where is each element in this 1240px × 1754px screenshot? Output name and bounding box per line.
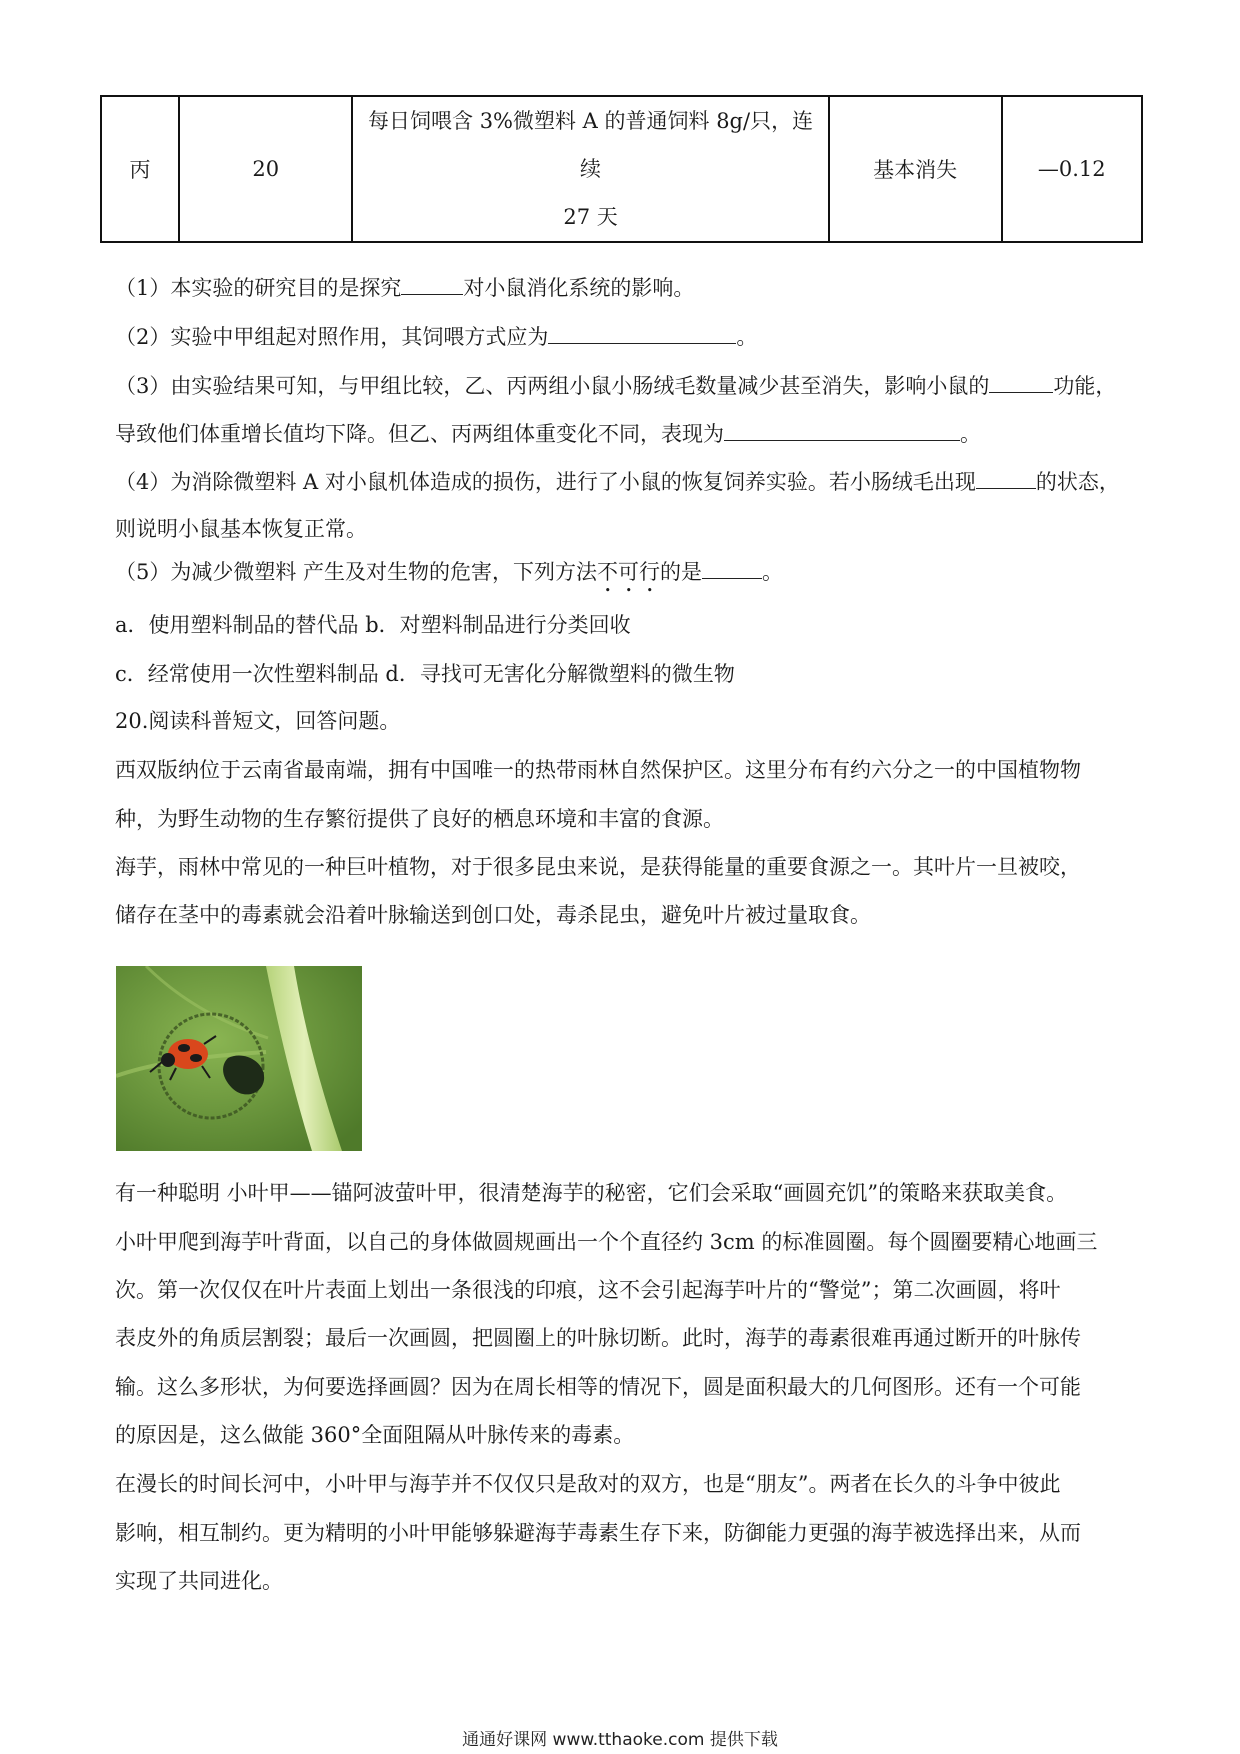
q1-text-end: 对小鼠消化系统的影响。: [463, 276, 695, 300]
villi-cell: 基本消失: [829, 96, 1002, 242]
answer-blank[interactable]: [401, 272, 463, 295]
q1-text: （1）本实验的研究目的是探究: [115, 276, 402, 300]
question-2: [115, 321, 757, 352]
answer-blank[interactable]: [989, 370, 1053, 393]
paragraph-2-line-2: 储存在茎中的毒素就会沿着叶脉输送到创口处，毒杀昆虫，避免叶片被过量取食。: [115, 903, 871, 927]
answer-blank[interactable]: [702, 556, 762, 579]
question-4-line-2: 则说明小鼠基本恢复正常。: [115, 517, 367, 541]
table-row: [101, 96, 1142, 242]
q3-text: （3）由实验结果可知，与甲组比较，乙、丙两组小鼠小肠绒毛数量减少甚至消失，影响小鼠的: [115, 374, 990, 398]
answer-blank[interactable]: [548, 321, 736, 344]
question-4-line-1: [115, 466, 1120, 497]
group-cell: 丙: [101, 96, 179, 242]
q3-text-end: 功能，: [1053, 374, 1117, 398]
answer-blank[interactable]: [724, 418, 960, 441]
paragraph-4-line-3: 实现了共同进化。: [115, 1569, 283, 1593]
paragraph-2-line-1: 海芋，雨林中常见的一种巨叶植物，对于很多昆虫来说，是获得能量的重要食源之一。其叶片一旦被咬，: [115, 855, 1081, 879]
paragraph-1-line-2: 种，为野生动物的生存繁衍提供了良好的栖息环境和丰富的食源。: [115, 807, 724, 831]
q5-emphasis: 不可行: [597, 560, 661, 584]
q3-text-2-end: 。: [960, 422, 981, 446]
weight-change-cell: —0.12: [1002, 96, 1143, 242]
q2-text-end: 。: [736, 325, 758, 349]
question-3-line-1: [115, 370, 1116, 401]
paragraph-4-line-1: 在漫长的时间长河中，小叶甲与海芋并不仅仅只是敌对的双方，也是“朋友”。两者在长久的斗争中彼此: [115, 1472, 1061, 1496]
paragraph-3-line-1: 有一种聪明 小叶甲——锚阿波萤叶甲，很清楚海芋的秘密，它们会采取“画圆充饥”的策略来获取美食。: [115, 1181, 1068, 1205]
beetle-on-leaf-photo: [116, 966, 362, 1151]
question-5: [115, 556, 783, 597]
question-3-line-2: [115, 418, 981, 449]
q5-text-mid: 的是: [660, 560, 703, 584]
option-ab: a．使用塑料制品的替代品 b．对塑料制品进行分类回收: [115, 613, 631, 637]
paragraph-3-line-3: 次。第一次仅仅在叶片表面上划出一条很浅的印痕，这不会引起海芋叶片的“警觉”；第二次画圆，将叶: [115, 1278, 1061, 1302]
q20-heading: 20.阅读科普短文，回答问题。: [115, 709, 401, 733]
paragraph-4-line-2: 影响，相互制约。更为精明的小叶甲能够躲避海芋毒素生存下来，防御能力更强的海芋被选择出来，从而: [115, 1521, 1081, 1545]
paragraph-3-line-6: 的原因是，这么做能 360°全面阻隔从叶脉传来的毒素。: [115, 1423, 635, 1447]
feeding-line-2: 27 天: [563, 205, 618, 229]
paragraph-3-line-4: 表皮外的角质层割裂；最后一次画圆，把圆圈上的叶脉切断。此时，海芋的毒素很难再通过断开的叶脉传: [115, 1326, 1081, 1350]
q4-text-end: 的状态，: [1035, 470, 1120, 494]
q5-text: （5）为减少微塑料 产生及对生物的危害，下列方法: [115, 560, 598, 584]
q2-text: （2）实验中甲组起对照作用，其饲喂方式应为: [115, 325, 549, 349]
answer-blank[interactable]: [976, 466, 1036, 489]
q4-text: （4）为消除微塑料 A 对小鼠机体造成的损伤，进行了小鼠的恢复饲养实验。若小肠绒毛出现: [115, 470, 976, 494]
paragraph-3-line-2: 小叶甲爬到海芋叶背面，以自己的身体做圆规画出一个个直径约 3cm 的标准圆圈。每个圆圈要精心地画三: [115, 1230, 1098, 1254]
paragraph-3-line-5: 输。这么多形状，为何要选择画圆？因为在周长相等的情况下，圆是面积最大的几何图形。还有一个可能: [115, 1375, 1081, 1399]
option-cd: c．经常使用一次性塑料制品 d．寻找可无害化分解微塑料的微生物: [115, 662, 735, 686]
feeding-line-1: 每日饲喂含 3%微塑料 A 的普通饲料 8g/只，连续: [368, 109, 814, 181]
paragraph-1-line-1: 西双版纳位于云南省最南端，拥有中国唯一的热带雨林自然保护区。这里分布有约六分之一的中国植物物: [115, 758, 1081, 782]
q3-text-2: 导致他们体重增长值均下降。但乙、丙两组体重变化不同，表现为: [115, 422, 724, 446]
q5-text-end: 。: [762, 560, 784, 584]
count-cell: 20: [179, 96, 352, 242]
footer-source: 通通好课网 www.tthaoke.com 提供下载: [462, 1730, 778, 1750]
question-1: [115, 272, 694, 303]
feeding-cell: [352, 96, 829, 242]
results-table: [100, 95, 1143, 243]
